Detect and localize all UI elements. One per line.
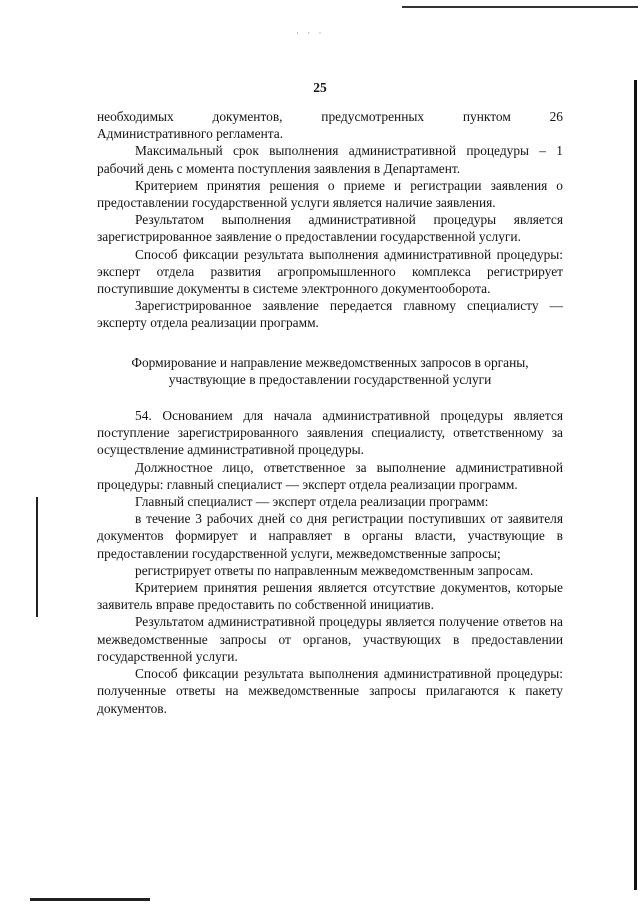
paragraph-registers-answers: регистрирует ответы по направленным межведомственным запросам. — [135, 562, 534, 578]
scan-artifact-left-bar — [36, 497, 38, 617]
paragraph-criterion-absence: Критерием принятия решения является отсутствие документов, которые заявитель вправе предоставить по собственной инициатив. — [97, 580, 563, 613]
paragraph-decision-criterion: Критерием принятия решения о приеме и регистрации заявления о предоставлении государственной услуги является наличие заявления. — [97, 177, 563, 211]
scan-artifact-top-line — [402, 6, 638, 8]
section-heading-line-1: Формирование и направление межведомственных запросов в органы, — [131, 354, 529, 370]
paragraph-result-answers: Результатом административной процедуры является получение ответов на межведомственные запросы от органов, участвующих в предоставлении государственной услуги. — [97, 614, 563, 664]
document-body — [97, 108, 563, 717]
section-heading-line-2: участвующие в предоставлении государственной услуги — [168, 371, 492, 387]
paragraph-fixation-method: Способ фиксации результата выполнения административной процедуры: эксперт отдела развития агропромышленного комплекса регистрирует поступившие документы в системе электронного документооборота. — [97, 246, 563, 297]
paragraph-chief-specialist: Главный специалист — эксперт отдела реализации программ: — [135, 494, 489, 510]
scan-artifact-bottom-line — [30, 898, 150, 901]
paragraph-deadline: Максимальный срок выполнения административной процедуры – 1 рабочий день с момента поступления заявления в Департамент. — [97, 143, 563, 176]
paragraph-transfer: Зарегистрированное заявление передается главному специалисту — эксперту отдела реализации программ. — [97, 298, 563, 331]
paragraph-fixation-answers: Способ фиксации результата выполнения административной процедуры: полученные ответы на межведомственные запросы прилагаются к пакету документов. — [97, 666, 563, 716]
opening-paragraph — [97, 108, 563, 142]
paragraph-54-basis: 54. Основанием для начала административной процедуры является поступление зарегистрированного заявления специалисту, ответственному за осуществление административной процедуры. — [97, 408, 563, 458]
opening-line-1: необходимых документов, предусмотренных пунктом 26 — [97, 109, 563, 124]
scan-artifact-right-edge — [634, 80, 637, 890]
paragraph-within-3-days: в течение 3 рабочих дней со дня регистрации поступивших от заявителя документов формирует и направляет в органы власти, участвующие в предоставлении государственной услуги, межведомственные запросы; — [97, 511, 563, 561]
paragraph-responsible-official: Должностное лицо, ответственное за выполнение административной процедуры: главный специалист — эксперт отдела реализации программ. — [97, 459, 563, 492]
paragraph-result: Результатом выполнения административной процедуры является зарегистрированное заявление о предоставлении государственной услуги. — [97, 212, 563, 245]
section-heading — [97, 354, 563, 388]
spacer — [97, 388, 563, 407]
page-number: 25 — [313, 80, 327, 95]
scan-artifact-dots: · · · — [296, 28, 325, 38]
opening-line-2: Административного регламента. — [97, 126, 284, 142]
